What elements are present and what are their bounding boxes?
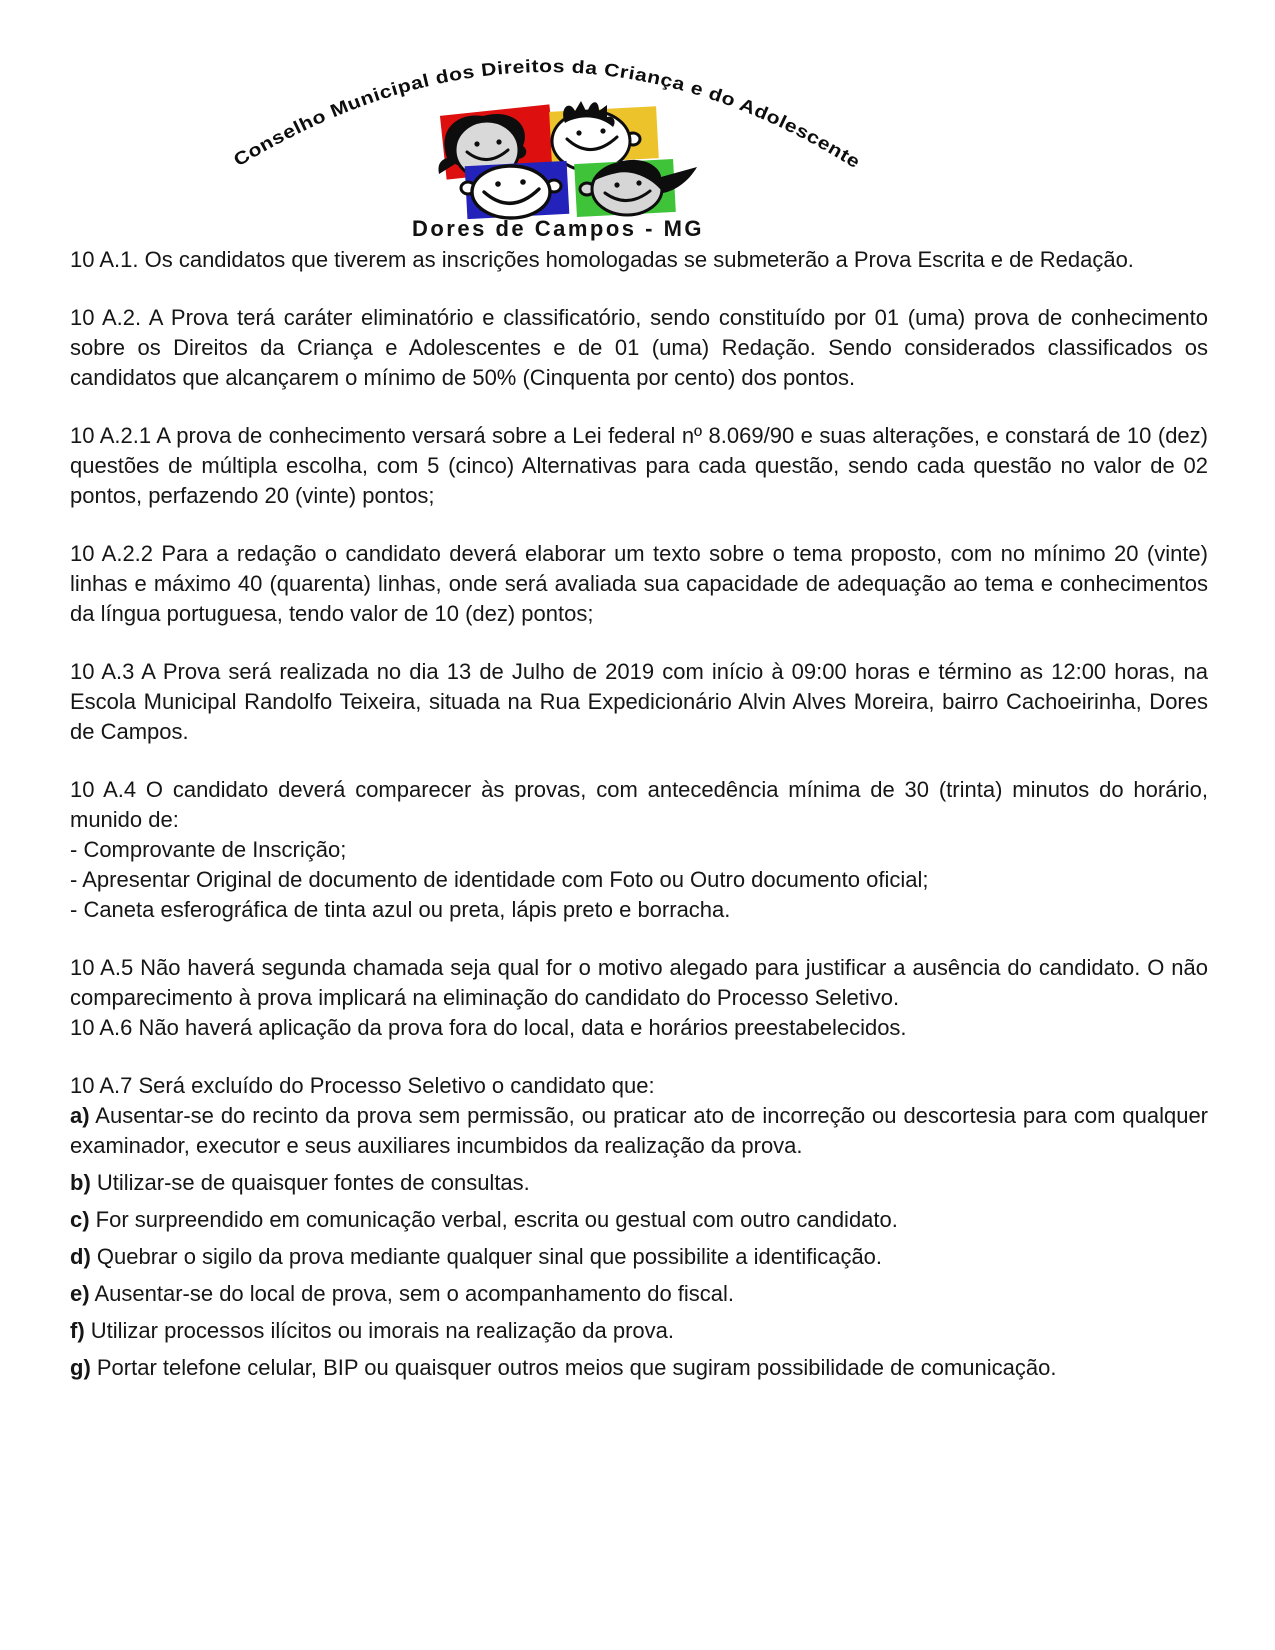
requirement-caneta: - Caneta esferográfica de tinta azul ou preta, lápis preto e borracha.: [70, 897, 731, 922]
eye-icon: [576, 130, 581, 135]
exclusion-item-a: a) Ausentar-se do recinto da prova sem permissão, ou praticar ato de incorreção ou descortesia para com qualquer examinador, executor e seus auxiliares incumbidos da realização da prova.: [70, 1103, 1208, 1158]
exclusion-item-d: d) Quebrar o sigilo da prova mediante qualquer sinal que possibilite a identificação.: [70, 1244, 883, 1269]
clause-10A7: 10 A.7 Será excluído do Processo Seletivo o candidato que:: [70, 1073, 655, 1098]
clause-10A2-2: 10 A.2.2 Para a redação o candidato deverá elaborar um texto sobre o tema proposto, com no mínimo 20 (vinte) linhas e máximo 40 (quarenta) linhas, onde será avaliada sua capacidade de adequação ao tema e conhecimentos da língua portuguesa, tendo valor de 10 (dez) pontos;: [70, 541, 1208, 626]
logo-city-label: Dores de Campos - MG: [411, 216, 705, 241]
exclusion-item-c: c) For surpreendido em comunicação verbal, escrita ou gestual com outro candidato.: [70, 1207, 898, 1232]
item-letter-b: b): [70, 1170, 91, 1195]
eye-icon: [600, 128, 605, 133]
eye-icon: [474, 141, 479, 146]
clause-10A1: 10 A.1. Os candidatos que tiverem as inscrições homologadas se submeterão a Prova Escrita e de Redação.: [70, 247, 1134, 272]
item-letter-a: a): [70, 1103, 90, 1128]
item-letter-e: e): [70, 1281, 90, 1306]
eye-icon: [520, 179, 526, 185]
requirement-comprovante: - Comprovante de Inscrição;: [70, 837, 347, 862]
item-letter-f: f): [70, 1318, 85, 1343]
logo-block: [215, 56, 905, 256]
eye-icon: [614, 182, 619, 187]
eye-icon: [636, 180, 641, 185]
clause-10A2-1: 10 A.2.1 A prova de conhecimento versará sobre a Lei federal nº 8.069/90 e suas alterações, e constará de 10 (dez) questões de múltipla escolha, com 5 (cinco) Alternativas para cada questão, sendo cada questão no valor de 02 pontos, perfazendo 20 (vinte) pontos;: [70, 423, 1208, 508]
requirement-documento: - Apresentar Original de documento de identidade com Foto ou Outro documento oficial;: [70, 867, 929, 892]
clause-10A3: 10 A.3 A Prova será realizada no dia 13 de Julho de 2019 com início à 09:00 horas e término as 12:00 horas, na Escola Municipal Randolfo Teixeira, situada na Rua Expedicionário Alvin Alves Moreira, bairro Cachoeirinha, Dores de Campos.: [70, 659, 1208, 744]
exclusion-item-f: f) Utilizar processos ilícitos ou imorais na realização da prova.: [70, 1318, 675, 1343]
item-letter-g: g): [70, 1355, 91, 1380]
clause-10A6: 10 A.6 Não haverá aplicação da prova fora do local, data e horários preestabelecidos.: [70, 1015, 907, 1040]
item-letter-d: d): [70, 1244, 91, 1269]
exclusion-item-b: b) Utilizar-se de quaisquer fontes de consultas.: [70, 1170, 530, 1195]
clause-10A2: 10 A.2. A Prova terá caráter eliminatório e classificatório, sendo constituído por 01 (uma) prova de conhecimento sobre os Direitos da Criança e Adolescentes e de 01 (uma) Redação. Sendo considerados classificados os candidatos que alcançarem o mínimo de 50% (Cinquenta por cento) dos pontos.: [70, 305, 1208, 390]
exclusion-item-g: g) Portar telefone celular, BIP ou quaisquer outros meios que sugiram possibilidade de comunicação.: [70, 1355, 1057, 1380]
clause-10A5: 10 A.5 Não haverá segunda chamada seja qual for o motivo alegado para justificar a ausência do candidato. O não comparecimento à prova implicará na eliminação do candidato do Processo Seletivo.: [70, 955, 1208, 1010]
item-letter-c: c): [70, 1207, 90, 1232]
document-body: [70, 245, 1208, 1383]
eye-icon: [495, 181, 501, 187]
municipal-council-logo: [215, 56, 905, 256]
logo-arc-text: Conselho Municipal dos Direitos da Criança e do Adolescente: [230, 56, 863, 172]
exclusion-item-e: e) Ausentar-se do local de prova, sem o acompanhamento do fiscal.: [70, 1281, 735, 1306]
eye-icon: [496, 139, 501, 144]
clause-10A4: 10 A.4 O candidato deverá comparecer às provas, com antecedência mínima de 30 (trinta) minutos do horário, munido de:: [70, 777, 1208, 832]
